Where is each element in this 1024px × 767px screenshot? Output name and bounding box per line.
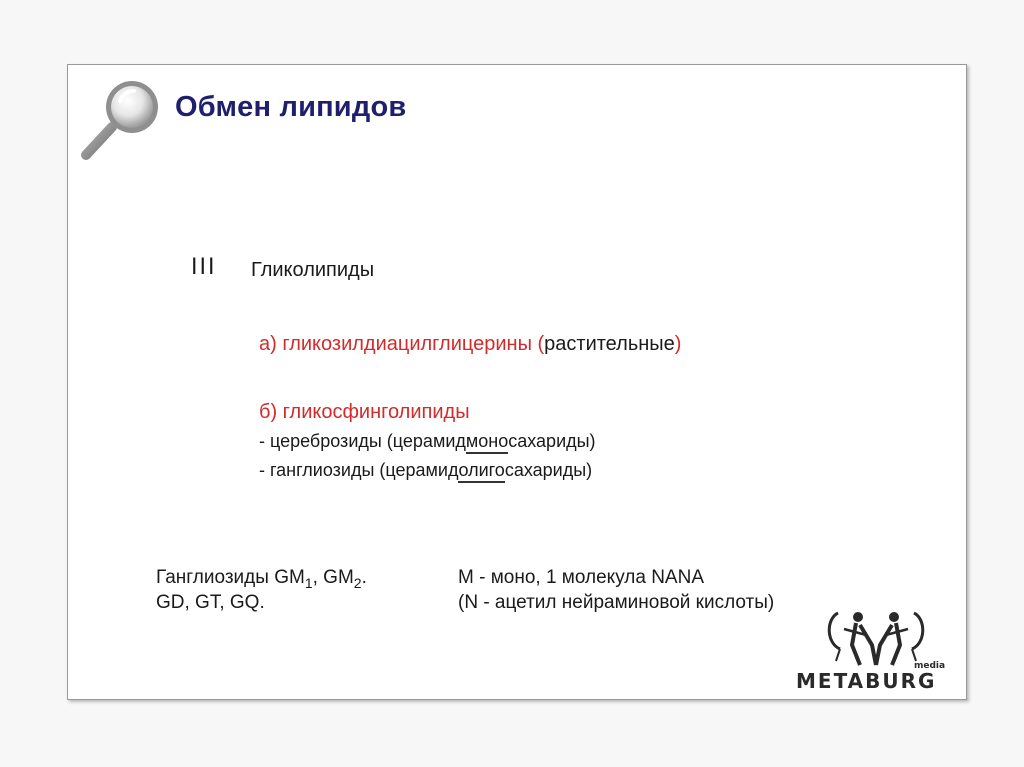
subscript-1: 1	[304, 575, 313, 591]
item-b-line2-pre: - ганглиозиды (церамид	[259, 460, 459, 480]
footnote-right-line2: (N - ацетил нейраминовой кислоты)	[458, 592, 775, 613]
item-a-close: )	[674, 333, 682, 355]
item-b-line1	[259, 431, 596, 452]
logo-wordmark: METABURG	[796, 669, 937, 693]
magnifier-icon	[76, 75, 166, 161]
footnote-left-line2: GD, GT, GQ.	[156, 592, 265, 613]
item-b-line2-underlined: олиго	[458, 460, 504, 483]
item-b-line1-pre: - цереброзиды (церамид	[259, 431, 466, 451]
item-a-note: растительные	[544, 333, 675, 355]
item-b-line2-post: сахариды)	[504, 460, 593, 480]
logo-tag: media	[914, 661, 946, 671]
metaburg-logo	[796, 605, 956, 693]
footnote-left-text-a: Ганглиозиды GM	[156, 567, 305, 588]
item-a	[259, 333, 681, 356]
item-b-line2	[259, 460, 592, 481]
item-b-label: б) гликосфинголипиды	[259, 401, 470, 423]
item-a-label: а) гликозилдиацилглицерины (	[259, 333, 545, 355]
slide	[67, 64, 967, 700]
section-number: III	[191, 255, 217, 280]
logo-emblem-icon	[796, 605, 956, 667]
item-b-line1-post: сахариды)	[508, 431, 596, 451]
page-title: Обмен липидов	[175, 91, 407, 123]
footnote-left-text-b: , GM	[312, 567, 354, 588]
subscript-2: 2	[353, 575, 362, 591]
item-b-line1-underlined: моно	[466, 431, 508, 454]
footnote-left-line1	[156, 567, 367, 591]
section-title: Гликолипиды	[251, 259, 375, 281]
footnote-right-line1: M - моно, 1 молекула NANA	[458, 567, 704, 588]
footnote-left-text-c: .	[361, 567, 367, 588]
